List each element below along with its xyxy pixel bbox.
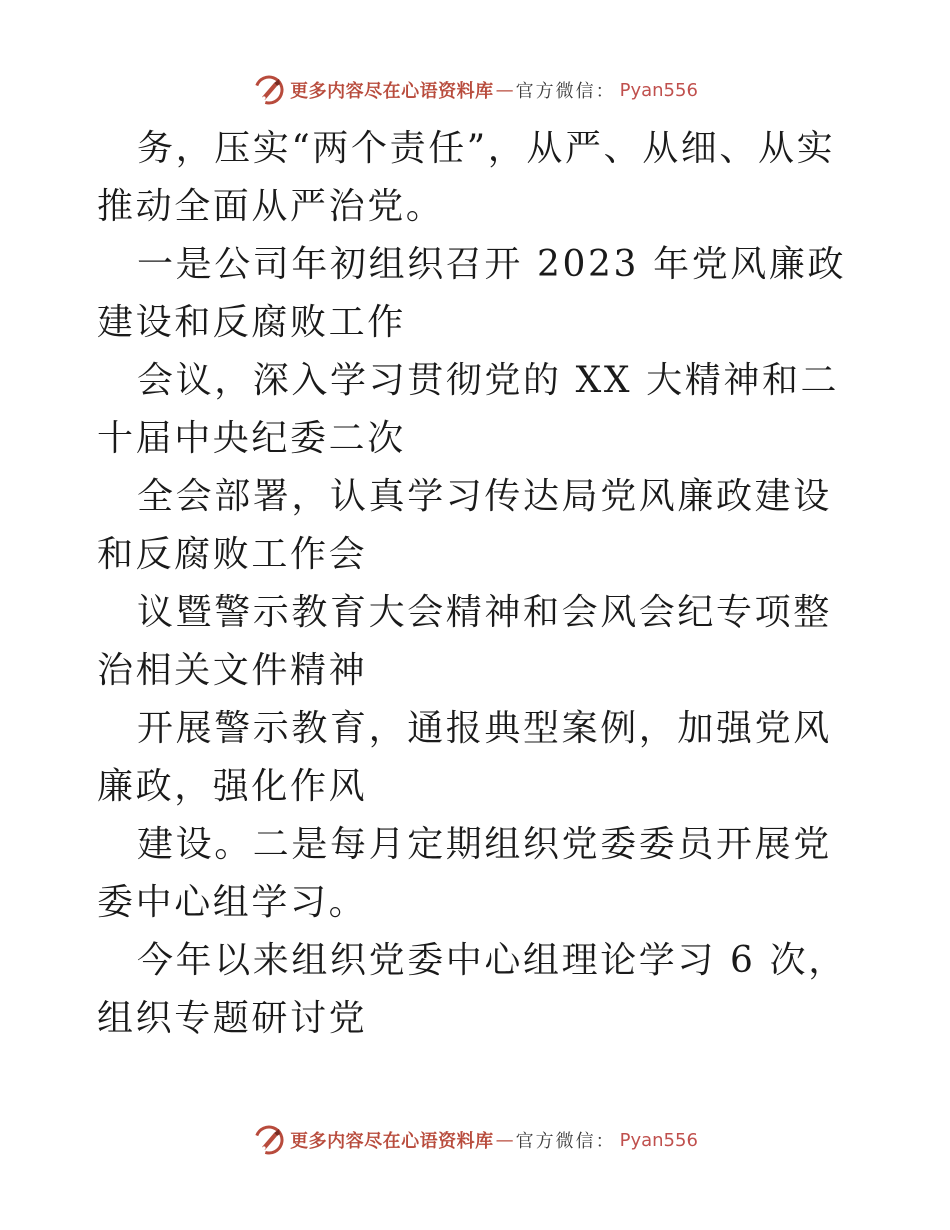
document-body <box>97 120 857 1048</box>
pen-nib-logo-icon <box>252 1123 286 1157</box>
paragraph: 建设。二是每月定期组织党委委员开展党委中心组学习。 <box>97 824 832 923</box>
paragraph: 开展警示教育，通报典型案例，加强党风廉政，强化作风 <box>97 708 832 807</box>
header-watermark-banner <box>0 70 950 110</box>
paragraph: 议暨警示教育大会精神和会风会纪专项整治相关文件精神 <box>97 592 832 691</box>
footer-watermark-banner <box>0 1120 950 1160</box>
site-name-text: 更多内容尽在心语资料库 <box>290 81 494 102</box>
paragraph: 一是公司年初组织召开 2023 年党风廉政建设和反腐败工作 <box>97 244 847 343</box>
site-name-text: 更多内容尽在心语资料库 <box>290 1131 494 1152</box>
banner-separator: — <box>495 1129 514 1151</box>
paragraph: 会议，深入学习贯彻党的 XX 大精神和二十届中央纪委二次 <box>97 360 840 459</box>
wechat-label: 官方微信： <box>515 81 616 102</box>
wechat-label: 官方微信： <box>515 1131 616 1152</box>
paragraph: 全会部署，认真学习传达局党风廉政建设和反腐败工作会 <box>97 476 832 575</box>
wechat-account: Pyan556 <box>619 1129 698 1151</box>
paragraph: 今年以来组织党委中心组理论学习 6 次，组织专题研讨党 <box>97 940 847 1039</box>
paragraph: 务，压实“两个责任”，从严、从细、从实推动全面从严治党。 <box>97 128 836 227</box>
pen-nib-logo-icon <box>252 73 286 107</box>
banner-separator: — <box>495 79 514 101</box>
wechat-account: Pyan556 <box>619 79 698 101</box>
